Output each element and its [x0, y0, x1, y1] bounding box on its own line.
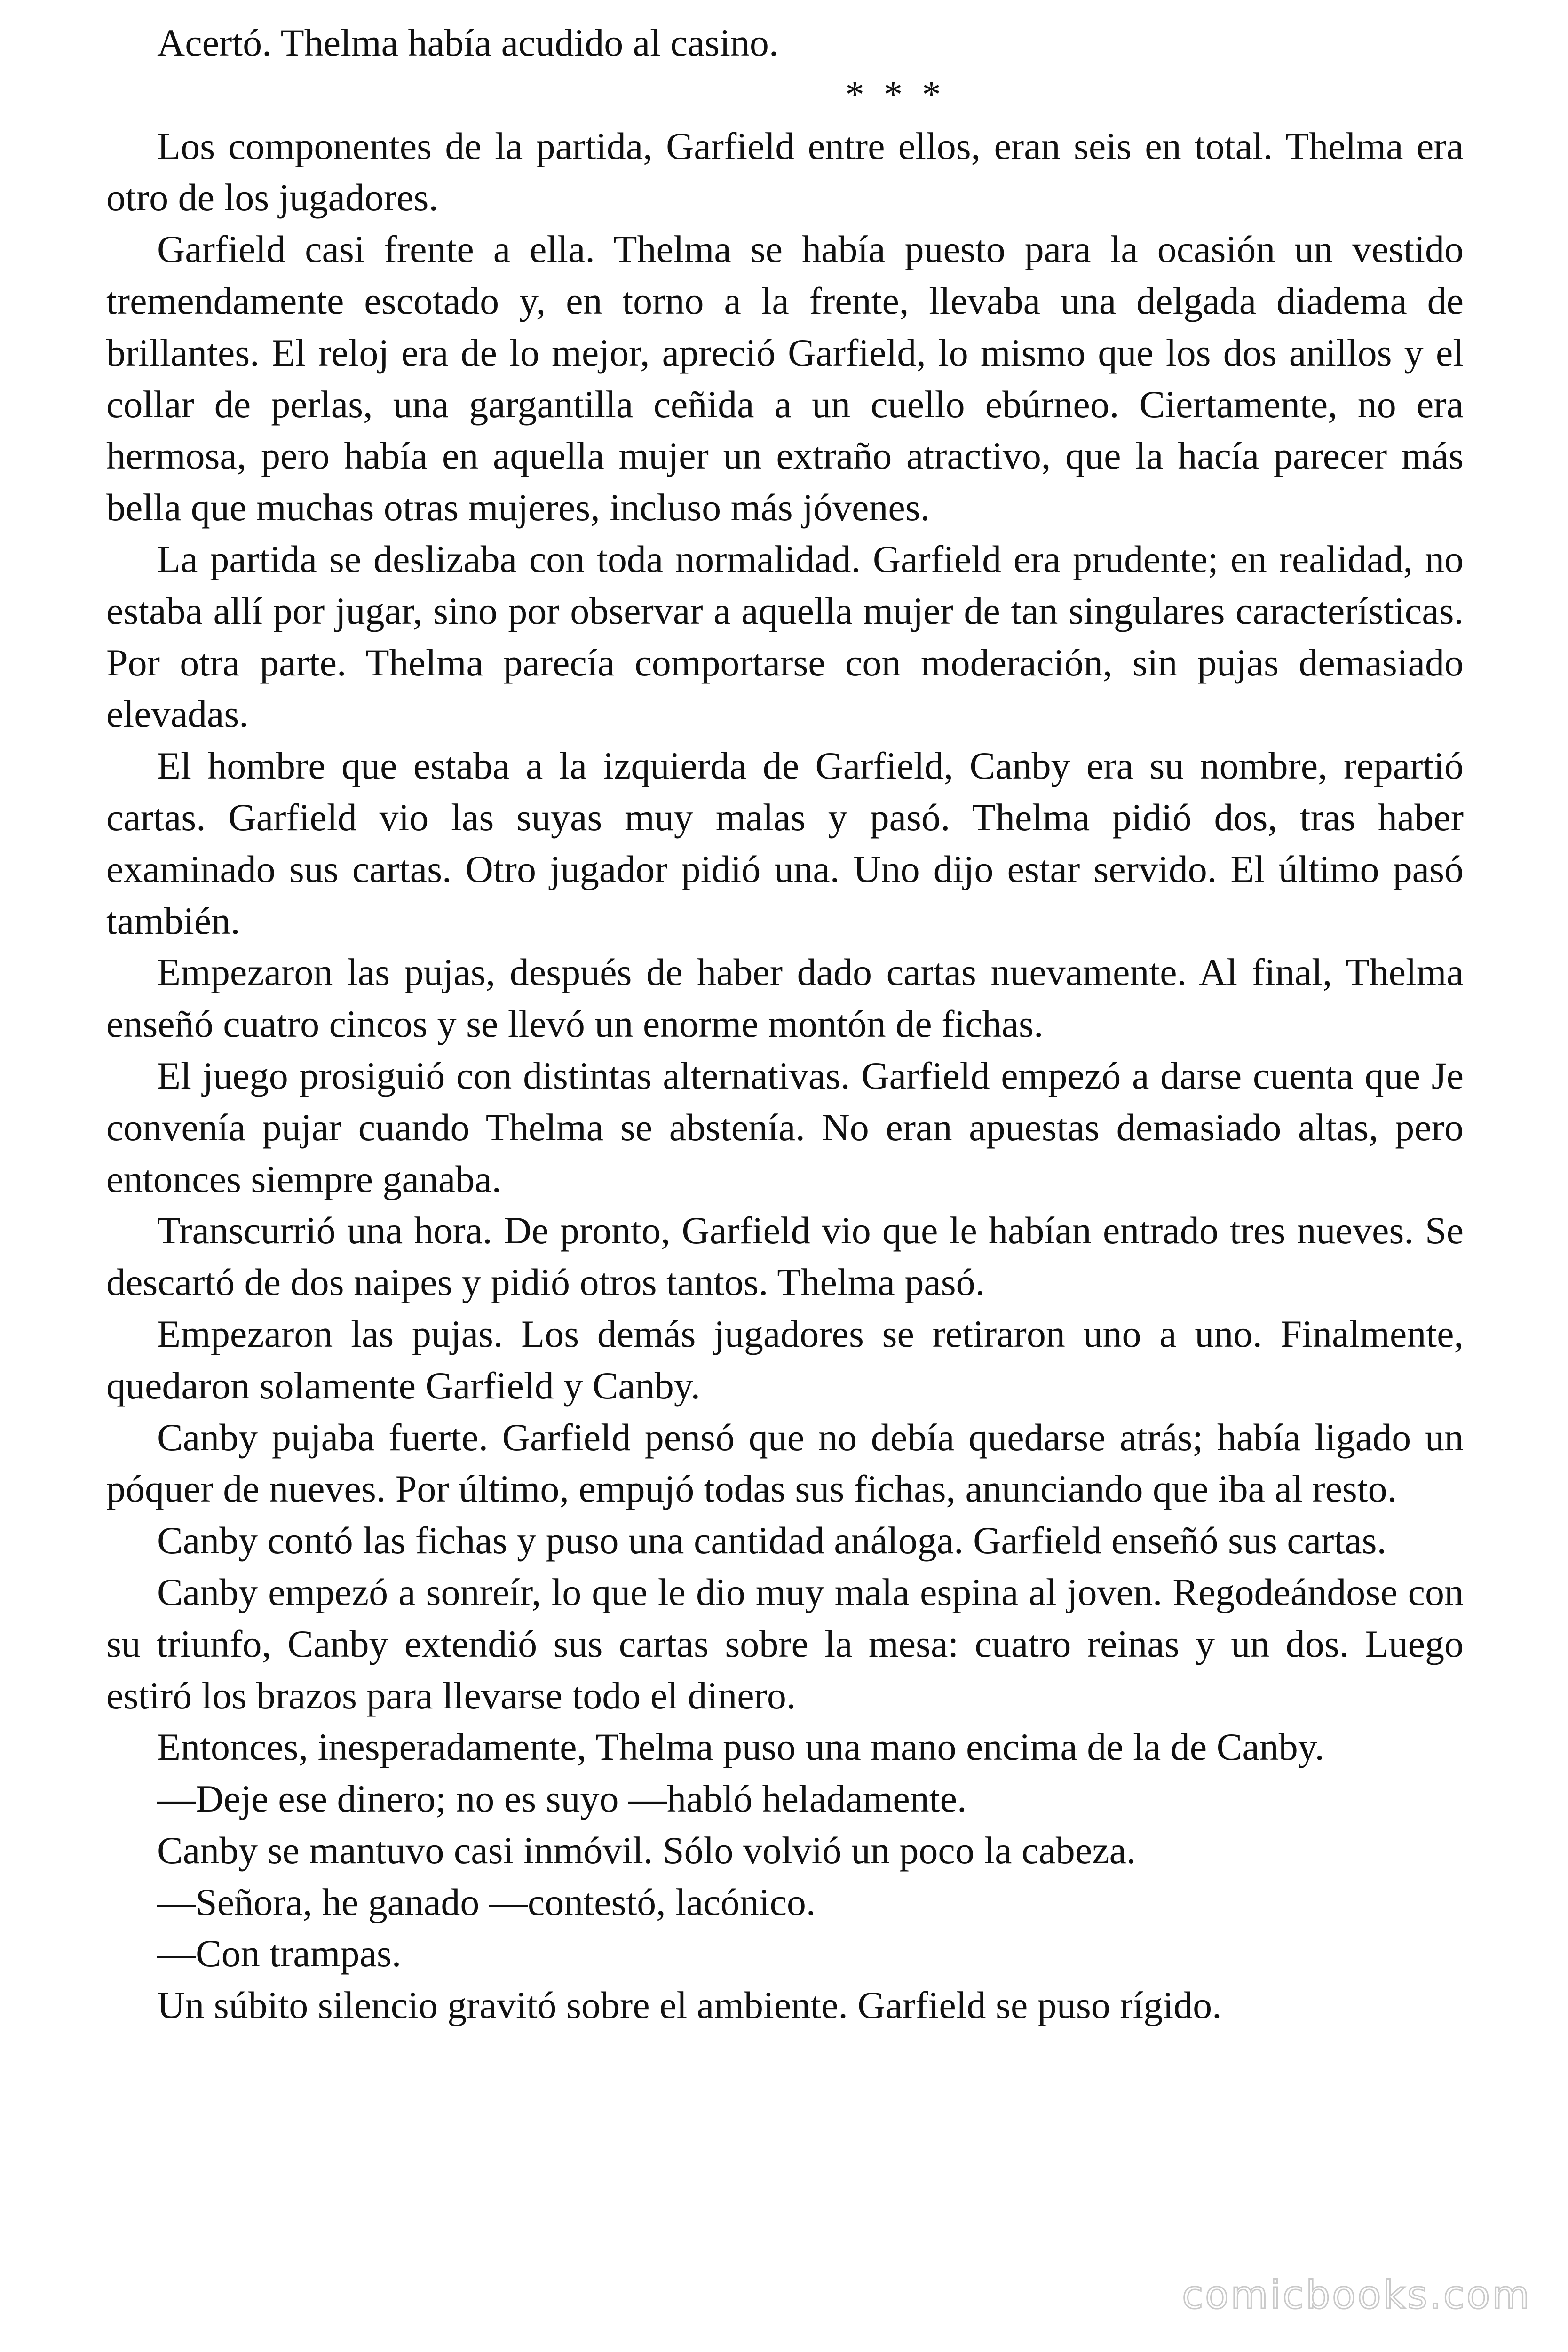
paragraph-5: Empezaron las pujas, después de haber dado cartas nuevamente. Al final, Thelma enseñó cuatro cincos y se llevó un enorme montón de fichas. — [106, 951, 1464, 1046]
paragraph-11: Canby empezó a sonreír, lo que le dio muy mala espina al joven. Regodeándose con su triunfo, Canby extendió sus cartas sobre la mesa: cuatro reinas y un dos. Luego estiró los brazos para llevarse todo el dinero. — [106, 1570, 1464, 1717]
opening-line: Acertó. Thelma había acudido al casino. — [157, 21, 779, 64]
page-text — [106, 17, 1464, 2031]
paragraph-10: Canby contó las fichas y puso una cantidad análoga. Garfield enseñó sus cartas. — [157, 1519, 1387, 1562]
paragraph-6: El juego prosiguió con distintas alternativas. Garfield empezó a darse cuenta que Je convenía pujar cuando Thelma se abstenía. No eran apuestas demasiado altas, pero entonces siempre ganaba. — [106, 1054, 1464, 1200]
paragraph-1: Los componentes de la partida, Garfield entre ellos, eran seis en total. Thelma era otro de los jugadores. — [106, 124, 1464, 219]
paragraph-17: Un súbito silencio gravitó sobre el ambiente. Garfield se puso rígido. — [157, 1984, 1222, 2027]
paragraph-15: —Señora, he ganado —contestó, lacónico. — [157, 1880, 816, 1923]
watermark: comicbooks.com — [1182, 2273, 1531, 2318]
paragraph-16: —Con trampas. — [157, 1932, 402, 1975]
paragraph-2: Garfield casi frente a ella. Thelma se había puesto para la ocasión un vestido tremendamente escotado y, en torno a la frente, llevaba una delgada diadema de brillantes. El reloj era de lo mejor, apreció Garfield, lo mismo que los dos anillos y el collar de perlas, una gargantilla ceñida a un cuello ebúrneo. Ciertamente, no era hermosa, pero había en aquella mujer un extraño atractivo, que la hacía parecer más bella que muchas otras mujeres, incluso más jóvenes. — [106, 228, 1464, 529]
paragraph-14: Canby se mantuvo casi inmóvil. Sólo volvió un poco la cabeza. — [157, 1828, 1136, 1872]
paragraph-4: El hombre que estaba a la izquierda de Garfield, Canby era su nombre, repartió cartas. Garfield vio las suyas muy malas y pasó. Thelma pidió dos, tras haber examinado sus cartas. Otro jugador pidió una. Uno dijo estar servido. El último pasó también. — [106, 744, 1464, 942]
paragraph-8: Empezaron las pujas. Los demás jugadores se retiraron uno a uno. Finalmente, quedaron solamente Garfield y Canby. — [106, 1312, 1464, 1407]
scene-separator: * * * — [845, 72, 946, 116]
paragraph-13: —Deje ese dinero; no es suyo —habló heladamente. — [157, 1777, 967, 1820]
paragraph-7: Transcurrió una hora. De pronto, Garfield vio que le habían entrado tres nueves. Se descartó de dos naipes y pidió otros tantos. Thelma pasó. — [106, 1209, 1464, 1304]
paragraph-9: Canby pujaba fuerte. Garfield pensó que no debía quedarse atrás; había ligado un póquer de nueves. Por último, empujó todas sus fichas, anunciando que iba al resto. — [106, 1415, 1464, 1510]
paragraph-3: La partida se deslizaba con toda normalidad. Garfield era prudente; en realidad, no estaba allí por jugar, sino por observar a aquella mujer de tan singulares características. Por otra parte. Thelma parecía comportarse con moderación, sin pujas demasiado elevadas. — [106, 537, 1464, 736]
paragraph-12: Entonces, inesperadamente, Thelma puso una mano encima de la de Canby. — [157, 1725, 1324, 1769]
